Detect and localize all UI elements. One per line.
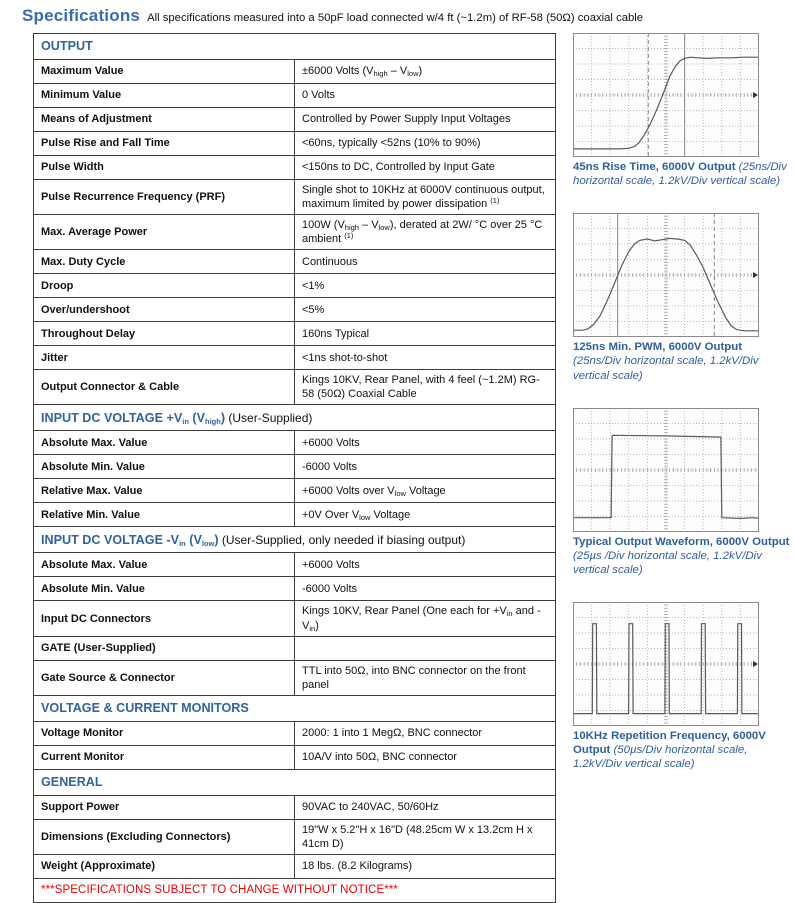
- spec-label-cell: Max. Average Power: [34, 215, 295, 250]
- spec-label-cell: Output Connector & Cable: [34, 370, 295, 405]
- spec-row: [34, 745, 556, 769]
- spec-row: [34, 370, 556, 405]
- spec-label-cell: Gate Source & Connector: [34, 660, 295, 695]
- spec-value-cell: -6000 Volts: [295, 455, 556, 479]
- spec-label-cell: Relative Max. Value: [34, 479, 295, 503]
- spec-value-cell: [295, 636, 556, 660]
- spec-row: [34, 601, 556, 636]
- spec-row: [34, 298, 556, 322]
- section-header-row: [34, 695, 556, 721]
- spec-row: [34, 795, 556, 819]
- figure-caption: [573, 340, 791, 382]
- spec-value-cell: Kings 10KV, Rear Panel (One each for $+V_{in}$ and $-V_{in}$): [295, 601, 556, 636]
- figure-caption: [573, 160, 791, 188]
- section-title: GENERAL: [41, 775, 103, 790]
- spec-label-cell: Input DC Connectors: [34, 601, 295, 636]
- section-header-cell: [34, 34, 556, 60]
- oscilloscope-screenshot: [573, 213, 759, 337]
- section-title: INPUT DC VOLTAGE $-V_{in}$ $(V_{low})$: [41, 532, 219, 548]
- figure-caption-scale: (25ns/Div horizontal scale, 1.2kV/Div vertical scale): [573, 161, 787, 188]
- section-title-suffix: (User-Supplied): [225, 410, 313, 425]
- spec-row: [34, 156, 556, 180]
- spec-row: [34, 479, 556, 503]
- spec-row: [34, 250, 556, 274]
- footer-note: ***SPECIFICATIONS SUBJECT TO CHANGE WITHOUT NOTICE***: [34, 878, 556, 902]
- spec-row: [34, 819, 556, 854]
- spec-label-cell: Current Monitor: [34, 745, 295, 769]
- spec-row: [34, 636, 556, 660]
- spec-label-cell: Throughout Delay: [34, 322, 295, 346]
- scope-figure: [573, 33, 791, 188]
- spec-label-cell: Pulse Rise and Fall Time: [34, 132, 295, 156]
- spec-label-cell: Max. Duty Cycle: [34, 250, 295, 274]
- section-header-row: [34, 34, 556, 60]
- trigger-level-arrow-icon: [753, 661, 758, 667]
- spec-value-cell: <150ns to DC, Controlled by Input Gate: [295, 156, 556, 180]
- section-title: INPUT DC VOLTAGE $+V_{in}$ $(V_{high})$: [41, 410, 226, 426]
- spec-label-cell: Weight (Approximate): [34, 854, 295, 878]
- spec-row: [34, 60, 556, 84]
- footer-note-row: [34, 878, 556, 902]
- spec-row: [34, 854, 556, 878]
- spec-value-cell: +6000 Volts: [295, 553, 556, 577]
- section-title: OUTPUT: [41, 39, 93, 54]
- trigger-level-arrow-icon: [753, 272, 758, 278]
- oscilloscope-screenshot: [573, 33, 759, 157]
- spec-row: [34, 274, 556, 298]
- figure-caption-title: Typical Output Waveform, 6000V Output: [573, 535, 790, 548]
- spec-value-cell: 2000: 1 into 1 MegΩ, BNC connector: [295, 721, 556, 745]
- spec-label-cell: Maximum Value: [34, 60, 295, 84]
- spec-label-cell: Pulse Recurrence Frequency (PRF): [34, 180, 295, 215]
- spec-value-cell: <5%: [295, 298, 556, 322]
- spec-value-cell: ±6000 Volts $(V_{high} - V_{low})$: [295, 60, 556, 84]
- spec-value-cell: <1%: [295, 274, 556, 298]
- spec-value-cell: +6000 Volts over $V_{low}$ Voltage: [295, 479, 556, 503]
- figure-caption-scale: (50µs/Div horizontal scale, 1.2kV/Div vertical scale): [573, 744, 748, 771]
- spec-label-cell: Means of Adjustment: [34, 108, 295, 132]
- scope-figure: [573, 408, 791, 577]
- figure-caption-scale: (25ns/Div horizontal scale, 1.2kV/Div vertical scale): [573, 355, 759, 382]
- spec-table: [33, 33, 556, 903]
- trigger-level-arrow-icon: [753, 92, 758, 98]
- spec-label-cell: Over/undershoot: [34, 298, 295, 322]
- spec-value-cell: +6000 Volts: [295, 431, 556, 455]
- spec-label-cell: Minimum Value: [34, 84, 295, 108]
- spec-value-cell: Single shot to 10KHz at 6000V continuous output, maximum limited by power dissipation $^{(1)}$: [295, 180, 556, 215]
- page-title: Specifications: [22, 6, 141, 25]
- spec-value-cell: 18 lbs. (8.2 Kilograms): [295, 854, 556, 878]
- spec-value-cell: <60ns, typically <52ns (10% to 90%): [295, 132, 556, 156]
- spec-row: [34, 577, 556, 601]
- spec-row: [34, 431, 556, 455]
- spec-row: [34, 455, 556, 479]
- spec-value-cell: Kings 10KV, Rear Panel, with 4 feel (~1.2M) RG-58 (50Ω) Coaxial Cable: [295, 370, 556, 405]
- spec-label-cell: Droop: [34, 274, 295, 298]
- spec-row: [34, 322, 556, 346]
- spec-value-cell: 100W $(V_{high} - V_{low})$, derated at 2W/ °C over 25 °C ambient $^{(1)}$: [295, 215, 556, 250]
- spec-label-cell: GATE (User-Supplied): [34, 636, 295, 660]
- section-header-cell: [34, 527, 556, 553]
- section-header-cell: [34, 405, 556, 431]
- spec-row: [34, 215, 556, 250]
- spec-value-cell: 160ns Typical: [295, 322, 556, 346]
- section-header-cell: [34, 695, 556, 721]
- spec-label-cell: Relative Min. Value: [34, 503, 295, 527]
- spec-row: [34, 84, 556, 108]
- spec-label-cell: Support Power: [34, 795, 295, 819]
- spec-label-cell: Absolute Min. Value: [34, 455, 295, 479]
- spec-label-cell: Absolute Max. Value: [34, 553, 295, 577]
- spec-value-cell: 90VAC to 240VAC, 50/60Hz: [295, 795, 556, 819]
- spec-row: [34, 346, 556, 370]
- scope-figures-column: [573, 33, 791, 772]
- page-content: [33, 33, 794, 903]
- spec-value-cell: -6000 Volts: [295, 577, 556, 601]
- figure-caption-title: 10KHz Repetition Frequency, 6000V Output: [573, 730, 766, 757]
- spec-label-cell: Jitter: [34, 346, 295, 370]
- spec-value-cell: 0 Volts: [295, 84, 556, 108]
- spec-row: [34, 721, 556, 745]
- spec-value-cell: 19"W x 5.2"H x 16"D (48.25cm W x 13.2cm H x 41cm D): [295, 819, 556, 854]
- section-header-row: [34, 405, 556, 431]
- spec-row: [34, 132, 556, 156]
- page-subtitle: All specifications measured into a 50pF load connected w/4 ft (~1.2m) of RF-58 (50Ω) coaxial cable: [147, 12, 644, 24]
- spec-value-cell: Continuous: [295, 250, 556, 274]
- spec-value-cell: TTL into 50Ω, into BNC connector on the front panel: [295, 660, 556, 695]
- section-title: VOLTAGE & CURRENT MONITORS: [41, 701, 249, 716]
- spec-value-cell: Controlled by Power Supply Input Voltages: [295, 108, 556, 132]
- scope-figure: [573, 602, 791, 771]
- spec-label-cell: Pulse Width: [34, 156, 295, 180]
- oscilloscope-screenshot: [573, 408, 759, 532]
- spec-value-cell: <1ns shot-to-shot: [295, 346, 556, 370]
- spec-row: [34, 503, 556, 527]
- figure-caption-scale: (25µs /Div horizontal scale, 1.2kV/Div vertical scale): [573, 549, 762, 576]
- page-header: [22, 6, 794, 26]
- spec-label-cell: Dimensions (Excluding Connectors): [34, 819, 295, 854]
- spec-label-cell: Absolute Min. Value: [34, 577, 295, 601]
- section-header-cell: [34, 769, 556, 795]
- spec-row: [34, 553, 556, 577]
- spec-sheet-page: [0, 6, 794, 897]
- section-header-row: [34, 769, 556, 795]
- spec-row: [34, 660, 556, 695]
- spec-label-cell: Voltage Monitor: [34, 721, 295, 745]
- spec-row: [34, 180, 556, 215]
- oscilloscope-screenshot: [573, 602, 759, 726]
- spec-value-cell: +0V Over $V_{low}$ Voltage: [295, 503, 556, 527]
- spec-label-cell: Absolute Max. Value: [34, 431, 295, 455]
- figure-caption: [573, 729, 791, 771]
- section-title-suffix: (User-Supplied, only needed if biasing output): [218, 532, 466, 547]
- figure-caption-title: 45ns Rise Time, 6000V Output: [573, 161, 736, 173]
- spec-row: [34, 108, 556, 132]
- figure-caption-title: 125ns Min. PWM, 6000V Output: [573, 341, 742, 354]
- figure-caption: [573, 535, 791, 577]
- section-header-row: [34, 527, 556, 553]
- spec-value-cell: 10A/V into 50Ω, BNC connector: [295, 745, 556, 769]
- scope-figure: [573, 213, 791, 382]
